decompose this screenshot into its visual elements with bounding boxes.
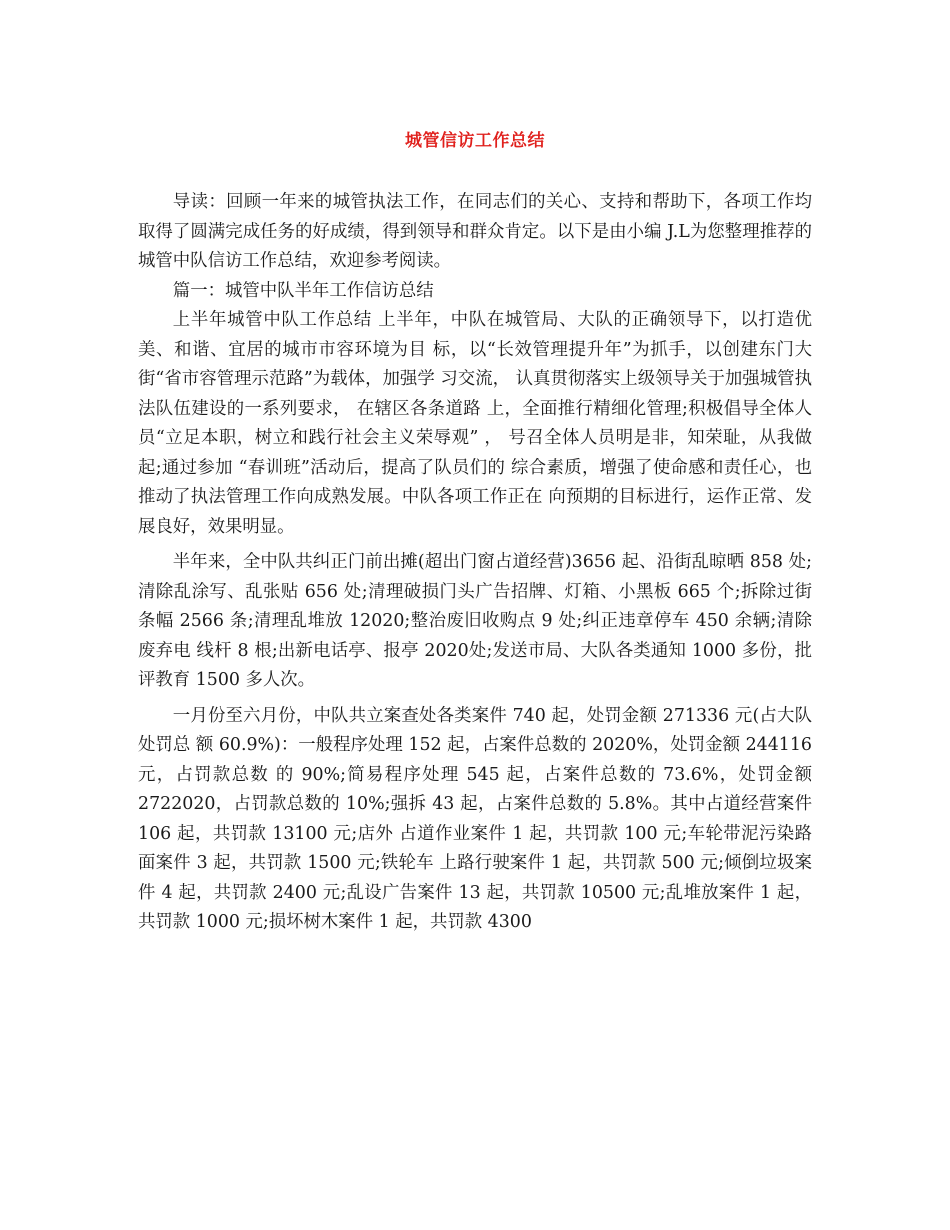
body-paragraph: 上半年城管中队工作总结 上半年，中队在城管局、大队的正确领导下，以打造优美、和谐、宜居的城市市容环境为目 标，以“长效管理提升年”为抓手，以创建东门大街“省市容管理示范路”为载体，加强学 习交流， 认真贯彻落实上级领导关于加强城管执法队伍建设的一系列要求， 在辖区各条道路 上，全面推行精细化管理;积极倡导全体人员“立足本职，树立和践行社会主义荣辱观” ， 号召全体人员明是非，知荣耻，从我做起;通过参加 “春训班”活动后，提高了队员们的 综合素质，增强了使命感和责任心，也推动了执法管理工作向成熟发展。中队各项工作正在 向预期的目标进行，运作正常、发展良好，效果明显。 — [138, 310, 812, 537]
body-paragraph: 半年来，全中队共纠正门前出摊(超出门窗占道经营)3656 起、沿街乱晾晒 858 处; 清除乱涂写、乱张贴 656 处;清理破损门头广告招牌、灯箱、小黑板 665 个;拆除过街条幅 2566 条;清理乱堆放 12020;整治废旧收购点 9 处;纠正违章停车 450 余辆;清除废弃电 线杆 8 根;出新电话亭、报亭 2020处;发送市局、大队各类通知 1000 多份，批评教育 1500 多人次。 — [138, 552, 812, 690]
body-paragraph: 一月份至六月份，中队共立案查处各类案件 740 起，处罚金额 271336 元(占大队处罚总 额 60.9%)：一般程序处理 152 起，占案件总数的 2020%，处罚金额 244116 元，占罚款总数 的 90%;简易程序处理 545 起，占案件总数的 73.6%，处罚金额 2722020，占罚款总数的 10%;强拆 43 起，占案件总数的 5.8%。其中占道经营案件 106 起，共罚款 13100 元;店外 占道作业案件 1 起，共罚款 100 元;车轮带泥污染路面案件 3 起，共罚款 1500 元;铁轮车 上路行驶案件 1 起，共罚款 500 元;倾倒垃圾案件 4 起，共罚款 2400 元;乱设广告案件 13 起，共罚款 10500 元;乱堆放案件 1 起，共罚款 1000 元;损坏树木案件 1 起，共罚款 4300 — [138, 705, 812, 932]
document-body — [138, 188, 812, 938]
document-title: 城管信访工作总结 — [405, 131, 545, 151]
section-heading: 篇一：城管中队半年工作信访总结 — [172, 280, 434, 301]
intro-paragraph: 导读：回顾一年来的城管执法工作，在同志们的关心、支持和帮助下，各项工作均取得了圆满完成任务的好成绩，得到领导和群众肯定。以下是由小编 J.L为您整理推荐的城管中队信访工作总结，欢迎参考阅读。 — [138, 192, 812, 271]
